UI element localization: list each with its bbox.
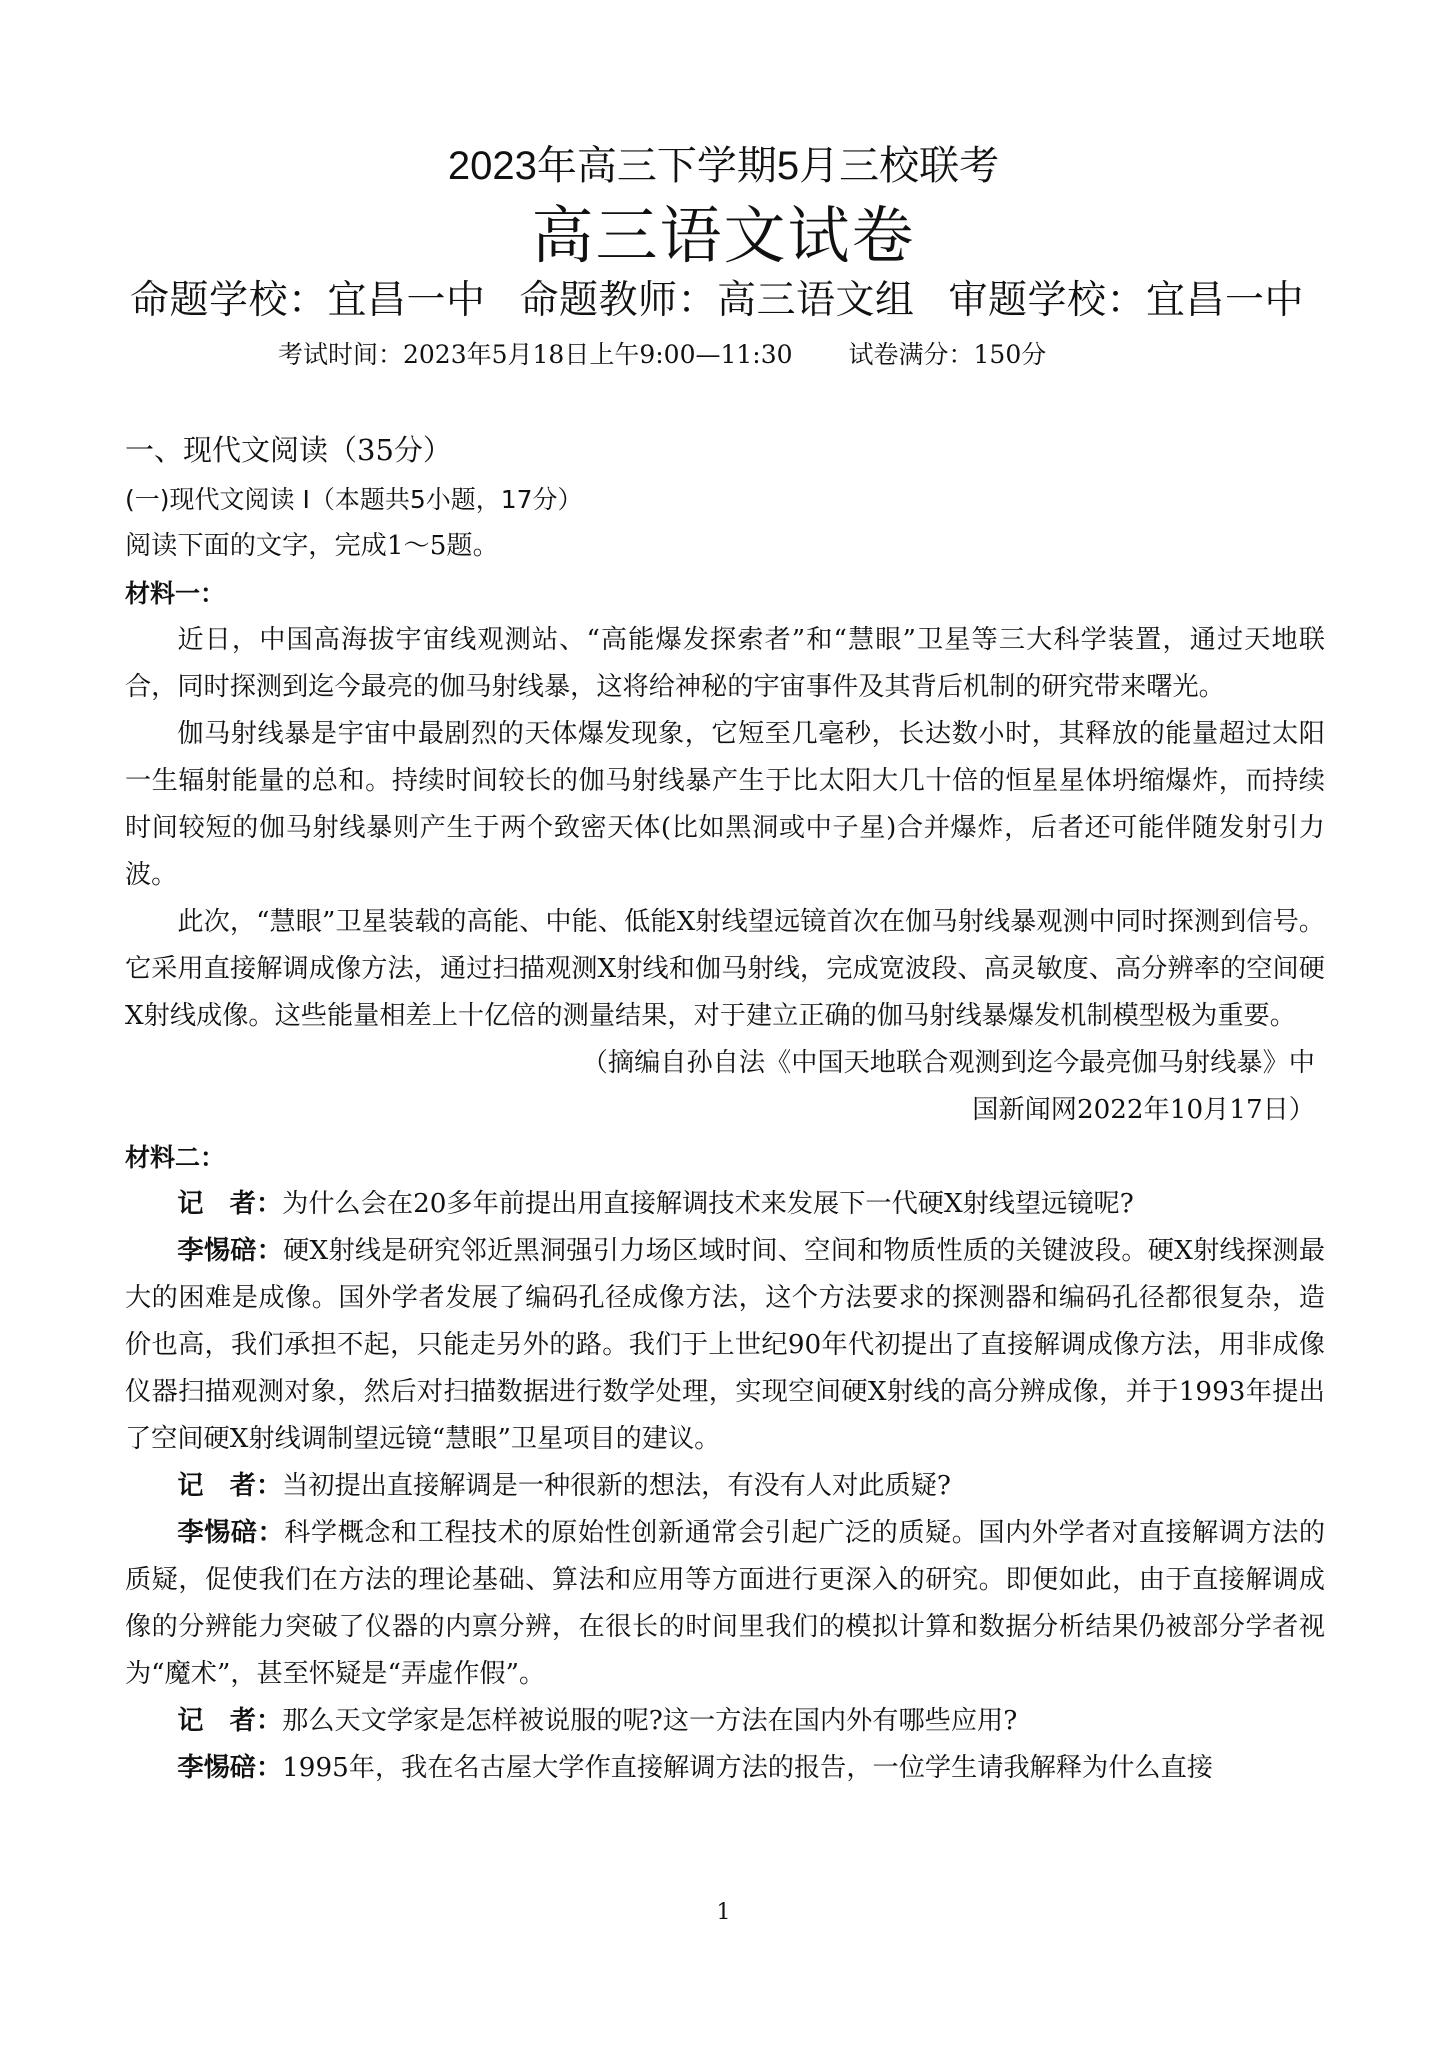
reviewer-school: 审题学校：宜昌一中	[948, 278, 1305, 323]
full-score: 试卷满分：150分	[848, 340, 1047, 369]
dialogue-line	[125, 1510, 1325, 1698]
dialogue-line	[125, 1228, 1325, 1463]
material-1-paragraph: 近日，中国高海拔宇宙线观测站、“高能爆发探索者”和“慧眼”卫星等三大科学装置，通过天地联合，同时探测到迄今最亮的伽马射线暴，这将给神秘的宇宙事件及其背后机制的研究带来曙光。	[125, 625, 1325, 702]
exam-info-line	[278, 338, 1046, 372]
material-2-label: 材料二：	[125, 1143, 226, 1172]
exam-time: 考试时间：2023年5月18日上午9:00—11:30	[278, 340, 793, 369]
dialogue-text: 为什么会在20多年前提出用直接解调技术来发展下一代硬X射线望远镜呢?	[282, 1189, 1134, 1219]
speaker: 李惕碚：	[177, 1518, 285, 1548]
exam-subtitle: 2023年高三下学期5月三校联考	[447, 144, 1000, 188]
speaker: 记 者：	[177, 1471, 283, 1501]
page-number: 1	[716, 1900, 731, 1925]
subsection-heading: (一)现代文阅读 I（本题共5小题，17分）	[125, 485, 583, 514]
page-title: 高三语文试卷	[531, 199, 916, 272]
dialogue-line	[125, 1463, 1325, 1510]
dialogue-text: 那么天文学家是怎样被说服的呢?这一方法在国内外有哪些应用?	[282, 1706, 1018, 1736]
dialogue-line	[125, 1698, 1325, 1745]
proposer-school: 命题学校：宜昌一中	[130, 278, 486, 323]
dialogue-line	[125, 1745, 1325, 1792]
material-1-label: 材料一：	[125, 579, 226, 608]
instruction: 阅读下面的文字，完成1～5题。	[125, 531, 499, 561]
proposer-line	[130, 276, 1330, 326]
material-1-paragraph: 伽马射线暴是宇宙中最剧烈的天体爆发现象，它短至几毫秒，长达数小时，其释放的能量超过太阳一生辐射能量的总和。持续时间较长的伽马射线暴产生于比太阳大几十倍的恒星星体坍缩爆炸，而持续时间较短的伽马射线暴则产生于两个致密天体(比如黑洞或中子星)合并爆炸，后者还可能伴随发射引力波。	[125, 719, 1325, 890]
proposer-teacher: 命题教师：高三语文组	[519, 278, 915, 323]
material-1-source: （摘编自孙自法《中国天地联合观测到迄今最亮伽马射线暴》中	[581, 1048, 1315, 1078]
speaker: 记 者：	[177, 1706, 283, 1736]
section-heading: 一、现代文阅读（35分）	[125, 433, 452, 467]
dialogue-text: 1995年，我在名古屋大学作直接解调方法的报告，一位学生请我解释为什么直接	[282, 1753, 1213, 1783]
material-1-source: 国新闻网2022年10月17日）	[972, 1095, 1315, 1125]
speaker: 李惕碚：	[177, 1236, 284, 1266]
speaker: 李惕碚：	[177, 1753, 283, 1783]
dialogue-text: 科学概念和工程技术的原始性创新通常会引起广泛的质疑。国内外学者对直接解调方法的质疑，促使我们在方法的理论基础、算法和应用等方面进行更深入的研究。即便如此，由于直接解调成像的分辨能力突破了仪器的内禀分辨，在很长的时间里我们的模拟计算和数据分析结果仍被部分学者视为“魔术”，甚至怀疑是“弄虚作假”。	[125, 1518, 1326, 1689]
dialogue-text: 硬X射线是研究邻近黑洞强引力场区域时间、空间和物质性质的关键波段。硬X射线探测最大的困难是成像。国外学者发展了编码孔径成像方法，这个方法要求的探测器和编码孔径都很复杂，造价也高，我们承担不起，只能走另外的路。我们于上世纪90年代初提出了直接解调成像方法，用非成像仪器扫描观测对象，然后对扫描数据进行数学处理，实现空间硬X射线的高分辨成像，并于1993年提出了空间硬X射线调制望远镜“慧眼”卫星项目的建议。	[125, 1236, 1326, 1454]
dialogue-line	[125, 1181, 1325, 1228]
material-1-paragraph: 此次，“慧眼”卫星装载的高能、中能、低能X射线望远镜首次在伽马射线暴观测中同时探测到信号。它采用直接解调成像方法，通过扫描观测X射线和伽马射线，完成宽波段、高灵敏度、高分辨率的空间硬X射线成像。这些能量相差上十亿倍的测量结果，对于建立正确的伽马射线暴爆发机制模型极为重要。	[125, 907, 1325, 1031]
speaker: 记 者：	[177, 1189, 283, 1219]
dialogue-text: 当初提出直接解调是一种很新的想法，有没有人对此质疑?	[282, 1471, 951, 1501]
exam-content	[125, 426, 1325, 1792]
